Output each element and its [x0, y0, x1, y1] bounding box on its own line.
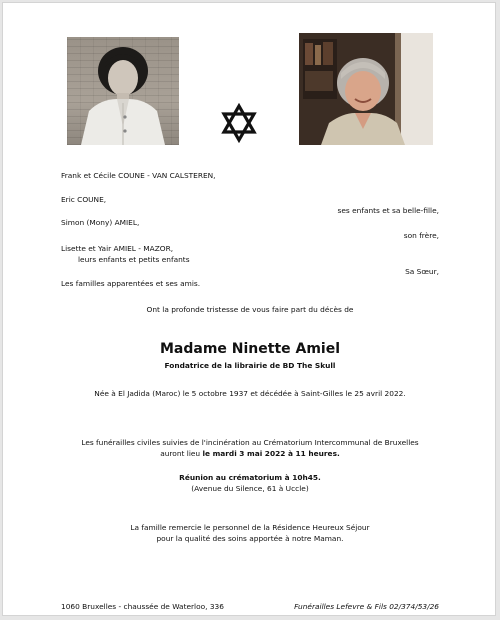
deceased-name: Madame Ninette Amiel [159, 341, 341, 357]
funeral-line-2-prefix: auront lieu [160, 449, 203, 458]
funeral-line-2 [3, 449, 496, 459]
announcement-text: Ont la profonde tristesse de vous faire part du décès de [146, 305, 354, 314]
funeral-date-time: le mardi 3 mai 2022 à 11 heures. [202, 449, 340, 458]
funeral-notice-page [2, 2, 496, 616]
footer-funeral-home: Funérailles Lefevre & Fils 02/374/53/26 [294, 602, 439, 611]
family-line-5: Les familles apparentées et ses amis. [61, 279, 201, 288]
family-line-4-sub: leurs enfants et petits enfants [78, 255, 190, 264]
funeral-line-1: Les funérailles civiles suivies de l'incinération au Crématorium Intercommunal de Bruxelles [81, 438, 419, 447]
family-line-2-relation: ses enfants et sa belle-fille, [337, 206, 439, 215]
deceased-role: Fondatrice de la librairie de BD The Skull [164, 361, 336, 370]
star-of-david-icon [219, 103, 259, 143]
footer-address: 1060 Bruxelles - chaussée de Waterloo, 336 [61, 602, 224, 611]
family-line-3-relation: son frère, [403, 231, 439, 240]
family-line-1: Frank et Cécile COUNE - VAN CALSTEREN, [61, 171, 216, 180]
family-line-2: Eric COUNE, [61, 195, 107, 204]
thanks-line-2: pour la qualité des soins apportée à notre Maman. [156, 534, 344, 543]
portrait-photo-young [67, 37, 179, 145]
family-line-3: Simon (Mony) AMIEL, [61, 218, 140, 227]
portrait-photo-elderly [299, 33, 433, 145]
family-line-4-relation: Sa Sœur, [405, 267, 439, 276]
crematorium-address: (Avenue du Silence, 61 à Uccle) [191, 484, 309, 493]
birth-death-dates: Née à El Jadida (Maroc) le 5 octobre 1937 et décédée à Saint-Gilles le 25 avril 2022. [94, 389, 406, 398]
thanks-line-1: La famille remercie le personnel de la Résidence Heureux Séjour [130, 523, 370, 532]
family-line-4: Lisette et Yair AMIEL - MAZOR, [61, 244, 174, 253]
meeting-time: Réunion au crématorium à 10h45. [179, 473, 321, 482]
